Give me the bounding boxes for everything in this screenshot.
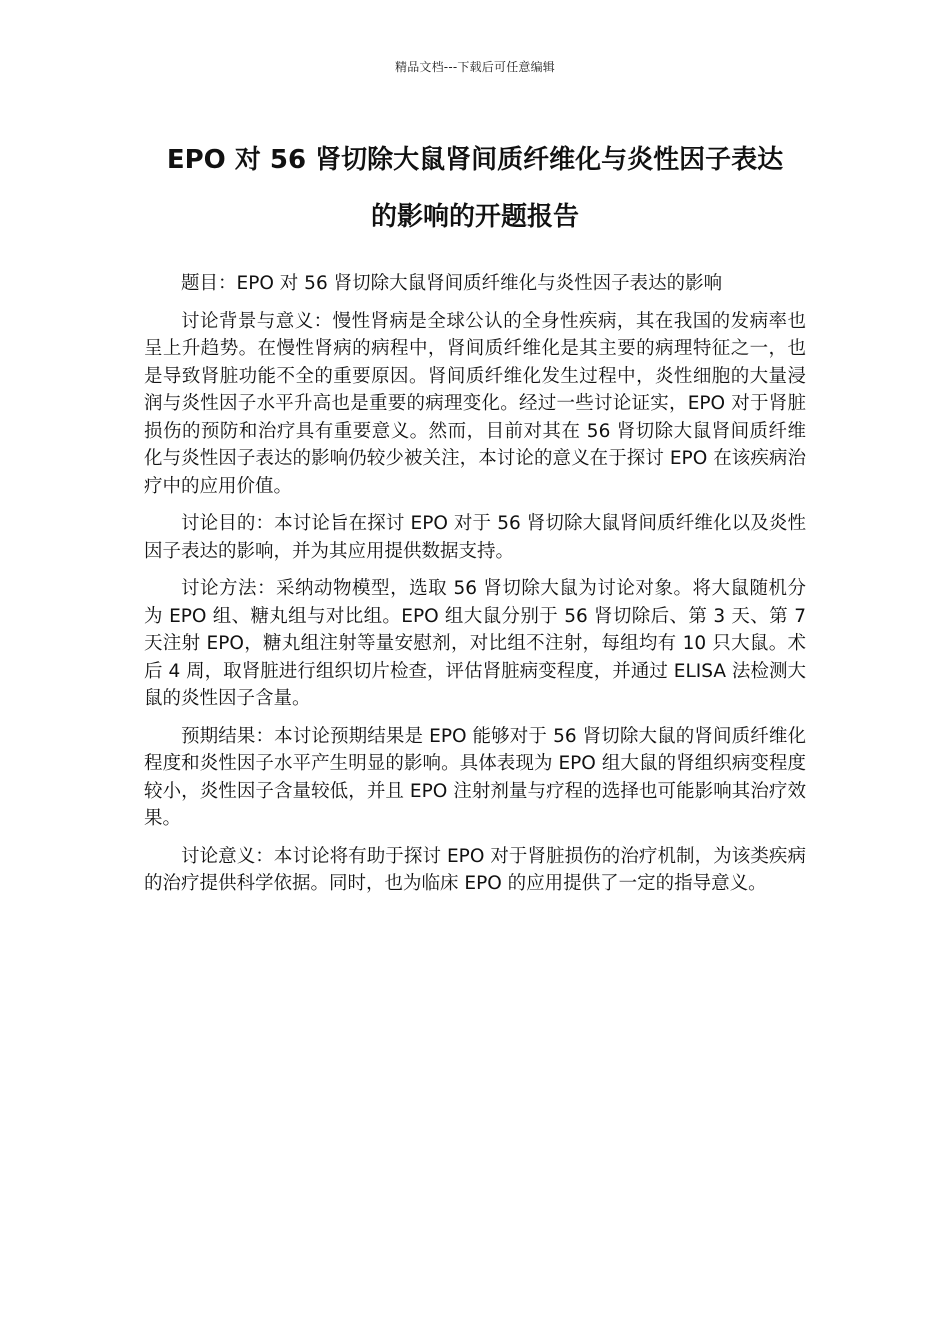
paragraph-topic xyxy=(144,270,806,298)
paragraph-text: 慢性肾病是全球公认的全身性疾病，其在我国的发病率也呈上升趋势。在慢性肾病的病程中，肾间质纤维化是其主要的病理特征之一，也是导致肾脏功能不全的重要原因。肾间质纤维化发生过程中，炎性细胞的大量浸润与炎性因子水平升高也是重要的病理变化。经过一些讨论证实，EPO 对于肾脏损伤的预防和治疗具有重要意义。然而，目前对其在 56 肾切除大鼠肾间质纤维化与炎性因子表达的影响仍较少被关注，本讨论的意义在于探讨 EPO 在该疾病治疗中的应用价值。 xyxy=(144,310,806,497)
document-title xyxy=(120,132,830,246)
paragraph-methods xyxy=(144,575,806,713)
header-note: 精品文档---下载后可任意编辑 xyxy=(395,60,555,74)
paragraph-text: 本讨论预期结果是 EPO 能够对于 56 肾切除大鼠的肾间质纤维化程度和炎性因子水平产生明显的影响。具体表现为 EPO 组大鼠的肾组织病变程度较小，炎性因子含量较低，并且 EPO 注射剂量与疗程的选择也可能影响其治疗效果。 xyxy=(144,725,806,829)
title-line-2: 的影响的开题报告 xyxy=(370,202,579,232)
paragraph-significance xyxy=(144,843,806,898)
paragraph-label: 讨论目的： xyxy=(181,513,275,534)
document-body xyxy=(144,270,806,908)
paragraph-label: 讨论方法： xyxy=(181,578,277,599)
paragraph-label: 题目： xyxy=(181,273,237,294)
paragraph-text: 本讨论将有助于探讨 EPO 对于肾脏损伤的治疗机制，为该类疾病的治疗提供科学依据。同时，也为临床 EPO 的应用提供了一定的指导意义。 xyxy=(144,845,806,894)
paragraph-label: 讨论意义： xyxy=(181,845,274,867)
paragraph-purpose xyxy=(144,510,806,565)
paragraph-text: 本讨论旨在探讨 EPO 对于 56 肾切除大鼠肾间质纤维化以及炎性因子表达的影响，并为其应用提供数据支持。 xyxy=(144,513,806,562)
paragraph-label: 预期结果： xyxy=(181,725,275,747)
paragraph-text: 采纳动物模型，选取 56 肾切除大鼠为讨论对象。将大鼠随机分为 EPO 组、糖丸组与对比组。EPO 组大鼠分别于 56 肾切除后、第 3 天、第 7 天注射 EPO，糖丸组注射等量安慰剂，对比组不注射，每组均有 10 只大鼠。术后 4 周，取肾脏进行组织切片检查，评估肾脏病变程度，并通过 ELISA 法检测大鼠的炎性因子含量。 xyxy=(144,578,806,709)
paragraph-background xyxy=(144,308,806,501)
paragraph-label: 讨论背景与意义： xyxy=(181,310,333,332)
paragraph-expected-results xyxy=(144,723,806,833)
paragraph-text: EPO 对 56 肾切除大鼠肾间质纤维化与炎性因子表达的影响 xyxy=(236,273,723,294)
title-line-1: EPO 对 56 肾切除大鼠肾间质纤维化与炎性因子表达 xyxy=(166,145,784,175)
